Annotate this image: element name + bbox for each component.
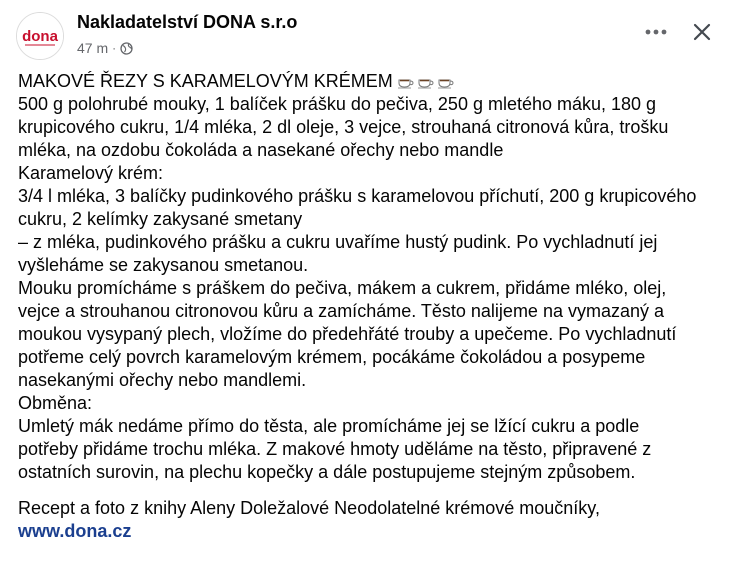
post-line: Karamelový krém: (18, 163, 164, 183)
post-title: MAKOVÉ ŘEZY S KARAMELOVÝM KRÉMEM (18, 71, 393, 91)
more-dots-icon (644, 28, 668, 36)
post-link-line (18, 520, 730, 543)
dona-logo (17, 13, 63, 59)
meta-separator: · (112, 41, 117, 55)
post-line: cukru, 2 kelímky zakysané smetany (18, 209, 303, 229)
post-meta (77, 40, 133, 56)
post-line: Obměna: (18, 393, 93, 413)
more-options-button[interactable] (636, 14, 676, 50)
post-line: 500 g polohrubé mouky, 1 balíček prášku do pečiva, 250 g mletého máku, 180 g (18, 94, 657, 114)
post-text (18, 70, 730, 543)
post-time[interactable]: 47 m (77, 40, 109, 56)
coffee-cup-icon (437, 72, 455, 86)
post-title-line (18, 70, 730, 93)
post-line: – z mléka, pudinkového prášku a cukru uvaříme hustý pudink. Po vychladnutí jej (18, 232, 658, 252)
post-line: moukou vysypaný plech, vložíme do předehřáté trouby a upečeme. Po vychladnutí (18, 324, 677, 344)
page-name[interactable]: Nakladatelství DONA s.r.o (77, 12, 298, 32)
post-line: Mouku promícháme s práškem do pečiva, mákem a cukrem, přidáme mléko, olej, (18, 278, 667, 298)
close-button[interactable] (682, 12, 722, 52)
close-icon (692, 22, 712, 42)
paragraph-gap (18, 484, 730, 497)
avatar-logo-text: dona (22, 28, 58, 45)
avatar[interactable] (16, 12, 64, 60)
post-line: potřeme celý povrch karamelovým krémem, pocákáme čokoládou a posypeme (18, 347, 646, 367)
post-line: mléka, na ozdobu čokoláda a nasekané ořechy nebo mandle (18, 140, 504, 160)
post-line: 3/4 l mléka, 3 balíčky pudinkového prášku s karamelovou příchutí, 200 g krupicového (18, 186, 697, 206)
post-header (0, 0, 739, 64)
post-line: krupicového cukru, 1/4 mléka, 2 dl oleje, 3 vejce, strouhaná citronová kůra, trošku (18, 117, 669, 137)
post-line: potřeby přidáme trochu mléka. Z makové hmoty uděláme na těsto, připravené z (18, 439, 652, 459)
post-line: ostatních surovin, na plechu kopečky a dále postupujeme stejným způsobem. (18, 462, 636, 482)
post-link[interactable]: www.dona.cz (18, 521, 132, 541)
coffee-cup-icon (397, 72, 415, 86)
post-line: Umletý mák nedáme přímo do těsta, ale promícháme jej se lžící cukru a podle (18, 416, 640, 436)
post-credit: Recept a foto z knihy Aleny Doležalové Neodolatelné krémové moučníky, (18, 498, 600, 518)
post-line: vyšleháme se zakysanou smetanou. (18, 255, 309, 275)
post-line: vejce a strouhanou citronovou kůru a zamícháme. Těsto nalijeme na vymazaný a (18, 301, 665, 321)
globe-icon[interactable] (120, 42, 133, 55)
coffee-cup-icon (417, 72, 435, 86)
title-emoji-group (397, 71, 457, 94)
post-line: nasekanými ořechy nebo mandlemi. (18, 370, 307, 390)
